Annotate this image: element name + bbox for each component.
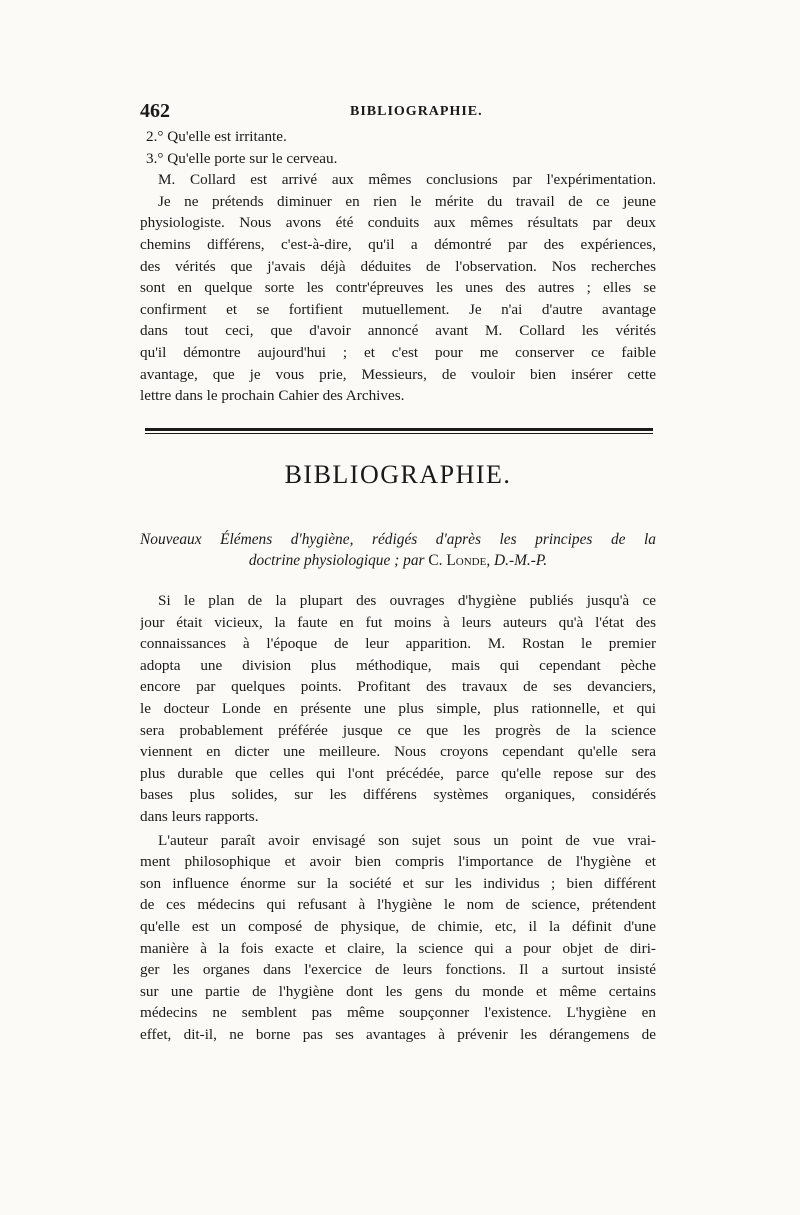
text-line: lettre dans le prochain Cahier des Archives. — [140, 387, 405, 405]
running-title: BIBLIOGRAPHIE. — [350, 104, 483, 119]
text-line: de ces médecins qui refusant à l'hygiène le nom de science, prétendent — [140, 896, 656, 914]
text-line: sera probablement préférée jusque ce que les progrès de la science — [140, 721, 656, 739]
text-line: jour était vicieux, la faute en fut moins à leurs auteurs qu'à l'état des — [140, 613, 656, 631]
author-title: , D.-M.-P. — [486, 552, 548, 569]
text-line: le docteur Londe en présente une plus simple, plus rationnelle, et qui — [140, 699, 656, 717]
text-line: M. Collard est arrivé aux mêmes conclusions par l'expérimentation. — [158, 171, 656, 189]
text-line: bases plus solides, sur les différens systèmes organiques, considérés — [140, 786, 656, 804]
text-line: connaissances à l'époque de leur apparition. M. Rostan le premier — [140, 635, 656, 653]
running-head — [140, 100, 660, 124]
page-number: 462 — [140, 100, 170, 122]
text-line: des vérités que j'avais déjà déduites de l'observation. Nos recherches — [140, 257, 656, 275]
letter-conclusion — [140, 126, 656, 407]
text-line: physiologiste. Nous avons été conduits aux mêmes résultats par deux — [140, 214, 656, 232]
book-citation — [140, 529, 656, 571]
citation-line — [140, 550, 656, 571]
text-line: 3.° Qu'elle porte sur le cerveau. — [146, 149, 338, 167]
text-line: sont en quelque sorte les contr'épreuves les unes des autres ; elles se — [140, 279, 656, 297]
citation-line: Nouveaux Élémens d'hygiène, rédigés d'après les principes de la — [140, 531, 656, 548]
text-line: confirment et se fortifient mutuellement. Je n'ai d'autre avantage — [140, 300, 656, 318]
text-line: Si le plan de la plupart des ouvrages d'hygiène publiés jusqu'à ce — [158, 592, 656, 609]
text-line: dans tout ceci, que d'avoir annoncé avant M. Collard les vérités — [140, 322, 656, 340]
text-line: adopta une division plus méthodique, mais qui cependant pèche — [140, 656, 656, 674]
text-line: effet, dit-il, ne borne pas ses avantages à prévenir les dérangemens de — [140, 1025, 656, 1043]
text-line: sur une partie de l'hygiène dont les gens du monde et même certains — [140, 982, 656, 1000]
text-line: plus durable que celles qui l'ont précédée, parce qu'elle repose sur des — [140, 764, 656, 782]
section-title: BIBLIOGRAPHIE. — [284, 460, 512, 489]
text-line: qu'elle est un composé de physique, de chimie, etc, il la définit d'une — [140, 917, 656, 935]
text-line: médecins ne semblent pas même soupçonner l'existence. L'hygiène en — [140, 1004, 656, 1022]
text-line: dans leurs rapports. — [140, 807, 259, 825]
text-line: L'auteur paraît avoir envisagé son sujet sous un point de vue vrai- — [158, 831, 656, 849]
text-line: qu'il démontre aujourd'hui ; et c'est pour me conserver ce faible — [140, 343, 656, 361]
text-line: viennent en dicter une meilleure. Nous croyons cependant qu'elle sera — [140, 743, 656, 761]
review-text — [140, 590, 656, 1045]
section-divider — [145, 428, 653, 434]
text-line: manière à la fois exacte et claire, la science qui a pour objet de diri- — [140, 939, 656, 957]
text-line: Je ne prétends diminuer en rien le mérite du travail de ce jeune — [158, 192, 656, 210]
text-line: son influence énorme sur la société et sur les individus ; bien différent — [140, 874, 656, 892]
author-name: C. Londe — [428, 552, 487, 569]
citation-text: doctrine physiologique ; par — [248, 552, 429, 569]
text-line: 2.° Qu'elle est irritante. — [146, 128, 287, 145]
text-line: chemins différens, c'est-à-dire, qu'il a démontré par des expériences, — [140, 235, 656, 253]
text-line: avantage, que je vous prie, Messieurs, de vouloir bien insérer cette — [140, 365, 656, 383]
text-line: ment philosophique et avoir bien compris l'importance de l'hygiène et — [140, 853, 656, 871]
divider-thin-rule — [145, 433, 653, 434]
text-line: ger les organes dans l'exercice de leurs fonctions. Il a surtout insisté — [140, 961, 656, 979]
text-line: encore par quelques points. Profitant des travaux de ses devanciers, — [140, 678, 656, 696]
